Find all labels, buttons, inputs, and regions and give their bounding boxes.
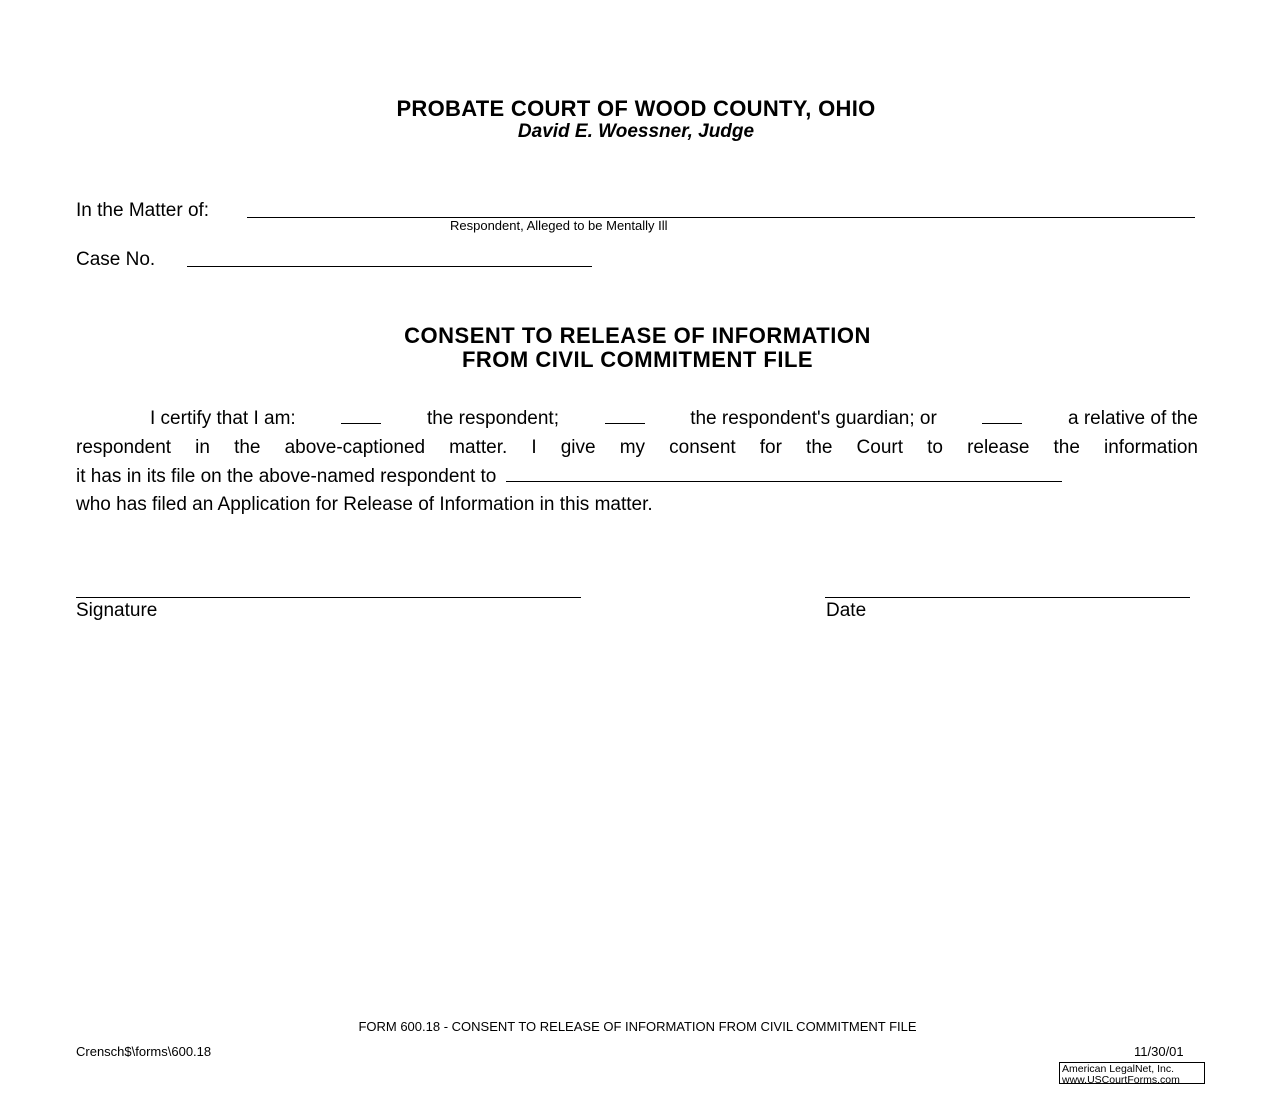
matter-label: In the Matter of: (76, 200, 210, 221)
publisher-name: American LegalNet, Inc. (1062, 1063, 1175, 1075)
guardian-checkbox-blank[interactable] (605, 405, 645, 424)
publisher-box (1059, 1062, 1205, 1084)
publisher-url: www.USCourtForms.com (1062, 1073, 1180, 1086)
certify-line (150, 405, 1198, 434)
document-title-line1: CONSENT TO RELEASE OF INFORMATION (404, 323, 871, 348)
matter-sublabel: Respondent, Alleged to be Mentally Ill (450, 218, 668, 233)
option-guardian: the respondent's guardian; or (690, 408, 937, 429)
respondent-checkbox-blank[interactable] (341, 405, 381, 424)
date-line[interactable] (825, 597, 1190, 598)
judge-name: David E. Woessner, Judge (517, 121, 755, 142)
matter-field[interactable] (247, 217, 1195, 218)
form-footer-title: FORM 600.18 - CONSENT TO RELEASE OF INFORMATION FROM CIVIL COMMITMENT FILE (358, 1019, 917, 1034)
certify-lead: I certify that I am: (150, 408, 296, 429)
option-respondent: the respondent; (426, 408, 559, 429)
recipient-prefix: it has in its file on the above-named respondent to (76, 466, 497, 487)
option-relative: a relative of the (1068, 408, 1198, 429)
relative-checkbox-blank[interactable] (982, 405, 1022, 424)
consent-line-4: who has filed an Application for Release of Information in this matter. (76, 494, 653, 515)
court-name: PROBATE COURT OF WOOD COUNTY, OHIO (396, 96, 876, 121)
consent-line-3 (76, 463, 1198, 492)
signature-label: Signature (76, 600, 158, 621)
form-path: Crensch$\forms\600.18 (76, 1044, 212, 1059)
case-no-label: Case No. (76, 249, 156, 270)
date-label: Date (826, 600, 867, 621)
signature-line[interactable] (76, 597, 581, 598)
recipient-field[interactable] (506, 463, 1062, 482)
document-title-line2: FROM CIVIL COMMITMENT FILE (461, 347, 814, 372)
case-no-field[interactable] (187, 266, 592, 267)
consent-line-2: respondent in the above-captioned matter. I give my consent for the Court to release the information (76, 437, 1198, 458)
form-date: 11/30/01 (1134, 1044, 1184, 1059)
